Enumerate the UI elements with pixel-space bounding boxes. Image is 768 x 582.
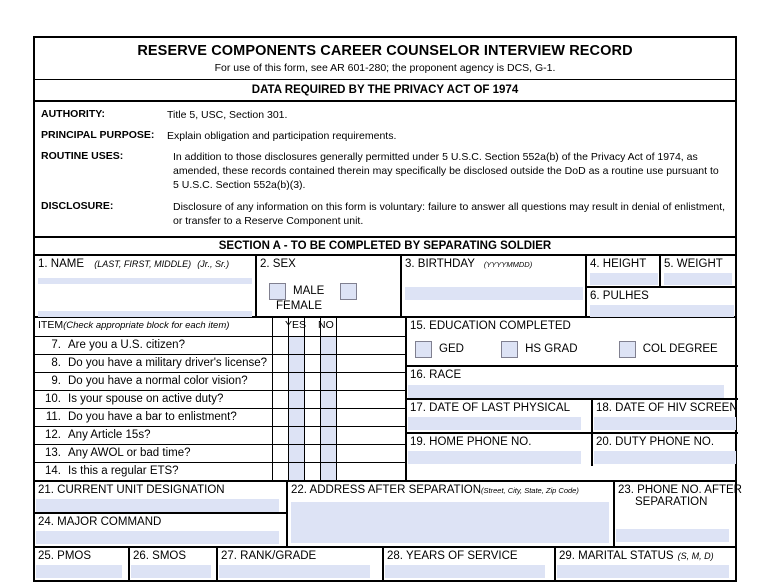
field-home-phone[interactable] [407,434,593,466]
sex-options [269,283,400,312]
field-current-unit[interactable] [35,482,288,514]
question-blank-cell-3 [337,373,407,390]
question-number: 14. [45,464,61,477]
field-home-phone-label: 19. HOME PHONE NO. [410,435,532,448]
question-blank-cell-2 [305,391,321,408]
field-address-after-separation-hint: (Street, City, State, Zip Code) [481,485,579,495]
field-birthday-value[interactable] [405,287,583,300]
question-number: 13. [45,446,61,459]
field-last-physical-value[interactable] [408,417,581,430]
field-rank-grade-label: 27. RANK/GRADE [221,549,317,562]
form-subtitle: For use of this form, see AR 601-280; the proponent agency is DCS, G-1. [214,61,556,74]
field-race[interactable] [407,367,738,400]
question-blank-cell-3 [337,463,407,480]
privacy-act-body [35,102,735,238]
question-text: Do you have a normal color vision? [68,374,248,387]
field-pulhes-value[interactable] [590,305,734,317]
question-blank-cell-1 [273,355,289,372]
field-name-hint-suffix: (Jr., Sr.) [197,258,230,269]
field-birthday-label: 3. BIRTHDAY [405,257,475,270]
dates-row [407,400,738,434]
field-major-command-label: 24. MAJOR COMMAND [38,515,162,528]
question-blank-cell-2 [305,427,321,444]
question-no-checkbox[interactable] [321,337,337,354]
question-rows [35,337,407,480]
field-race-label: 16. RACE [410,368,462,381]
question-row [35,355,407,373]
field-name-value[interactable] [38,278,252,284]
question-text: Any Article 15s? [68,428,151,441]
question-row [35,337,407,355]
no-col-header [318,318,337,336]
checkbox-male[interactable] [269,283,286,300]
question-text: Is this a regular ETS? [68,464,179,477]
privacy-label-routine-uses: ROUTINE USES: [41,150,124,163]
question-row [35,445,407,463]
field-smos-label: 26. SMOS [133,549,187,562]
question-text: Any AWOL or bad time? [68,446,191,459]
field-years-of-service-label: 28. YEARS OF SERVICE [387,549,518,562]
question-blank-cell-1 [273,445,289,462]
identity-row [35,256,735,318]
question-label-cell [35,337,273,354]
question-blank-cell-3 [337,355,407,372]
question-label-cell [35,409,273,426]
question-blank-cell-3 [337,337,407,354]
field-address-after-separation-value[interactable] [291,502,609,543]
question-number: 10. [45,392,61,405]
field-address-after-separation-label: 22. ADDRESS AFTER SEPARATION [291,483,482,496]
question-text: Are you a U.S. citizen? [68,338,185,351]
field-hiv-screen[interactable] [593,400,738,432]
yes-col-header [285,318,307,336]
field-education [407,318,738,367]
question-yes-checkbox[interactable] [289,373,305,390]
field-height[interactable] [587,256,661,286]
details-block [407,318,738,480]
question-text: Do you have a bar to enlistment? [68,410,237,423]
question-blank-cell-1 [273,427,289,444]
item-header-cell [35,318,273,336]
question-blank-cell-2 [305,355,321,372]
privacy-row-principal-purpose [35,129,735,143]
question-blank-cell-2 [305,445,321,462]
question-label-cell [35,355,273,372]
question-no-checkbox[interactable] [321,463,337,480]
privacy-row-routine-uses [35,150,735,193]
question-blank-cell-1 [273,373,289,390]
field-last-physical-label: 17. DATE OF LAST PHYSICAL [410,401,570,414]
yesno-spacer-col-3 [337,318,407,336]
question-blank-cell-1 [273,463,289,480]
field-pmos-label: 25. PMOS [38,549,92,562]
field-major-command-value[interactable] [36,531,279,544]
field-name-value-line2[interactable] [38,311,252,317]
question-blank-cell-2 [305,409,321,426]
privacy-text-disclosure: Disclosure of any information on this form is voluntary: failure to answer all questions may result in denial of enlistment, or transfer to a Reserve Component unit. [173,200,726,227]
privacy-act-bar: DATA REQUIRED BY THE PRIVACY ACT OF 1974 [35,80,735,102]
checkbox-col-degree-label: COL DEGREE [642,343,718,356]
field-sex [257,256,402,316]
item-header-label: ITEM [38,318,64,331]
question-number: 8. [51,356,61,369]
question-blank-cell-1 [273,337,289,354]
form-title-block [35,38,735,80]
question-row [35,391,407,409]
field-duty-phone-value[interactable] [594,451,736,464]
question-yes-checkbox[interactable] [289,445,305,462]
field-education-label: 15. EDUCATION COMPLETED [410,319,571,332]
question-yes-checkbox[interactable] [289,337,305,354]
field-phone-after-separation[interactable] [615,482,742,546]
field-duty-phone-label: 20. DUTY PHONE NO. [596,435,715,448]
question-no-checkbox[interactable] [321,409,337,426]
question-yes-checkbox[interactable] [289,463,305,480]
field-weight-value[interactable] [664,273,732,285]
privacy-label-principal-purpose: PRINCIPAL PURPOSE: [41,128,155,141]
education-options [415,341,718,358]
field-sex-label: 2. SEX [260,257,296,270]
section-a-header: SECTION A - TO BE COMPLETED BY SEPARATING SOLDIER [35,238,735,256]
unit-stack [35,482,288,546]
question-label-cell [35,427,273,444]
question-no-checkbox[interactable] [321,445,337,462]
checkbox-male-label: MALE [293,285,325,298]
question-row [35,463,407,480]
question-label-cell [35,445,273,462]
field-years-of-service-value[interactable] [385,565,545,578]
field-phone-after-separation-value[interactable] [616,529,729,542]
field-height-label: 4. HEIGHT [590,257,647,270]
question-label-cell [35,391,273,408]
field-weight[interactable] [661,256,735,286]
checkbox-hs-grad[interactable] [501,341,518,358]
question-blank-cell-3 [337,427,407,444]
field-smos-value[interactable] [131,565,211,578]
privacy-text-authority: Title 5, USC, Section 301. [167,108,288,121]
question-blank-cell-2 [305,337,321,354]
question-row [35,409,407,427]
question-row [35,427,407,445]
question-number: 9. [51,374,61,387]
question-no-checkbox[interactable] [321,427,337,444]
privacy-text-principal-purpose: Explain obligation and participation requirements. [167,129,397,142]
question-row [35,373,407,391]
question-number: 12. [45,428,61,441]
question-label-cell [35,373,273,390]
field-phone-after-separation-label-2: SEPARATION [635,495,708,508]
checkbox-ged[interactable] [415,341,432,358]
field-marital-status-hint: (S, M, D) [677,550,714,561]
field-marital-status-value[interactable] [557,565,729,578]
field-name-label: 1. NAME [38,257,85,270]
question-blank-cell-3 [337,391,407,408]
field-marital-status-label: 29. MARITAL STATUS [559,549,674,562]
privacy-row-authority [35,108,735,122]
checkbox-female[interactable] [340,283,357,300]
privacy-row-disclosure [35,200,735,228]
field-address-after-separation[interactable] [288,482,615,546]
field-birthday-hint: (YYYYMMDD) [483,259,533,269]
field-home-phone-value[interactable] [408,451,581,464]
item-header-hint: (Check appropriate block for each item) [63,319,230,331]
measurements-stack [587,256,735,316]
question-number: 7. [51,338,61,351]
question-no-checkbox[interactable] [321,391,337,408]
field-name-hint: (LAST, FIRST, MIDDLE) [94,258,192,269]
yes-label: YES [285,318,307,331]
field-rank-grade-value[interactable] [219,565,370,578]
field-race-value[interactable] [408,385,724,398]
questions-header-row [35,318,407,337]
question-blank-cell-3 [337,445,407,462]
unit-address-row [35,482,742,548]
question-blank-cell-3 [337,409,407,426]
questions-and-details-row [35,318,738,482]
field-duty-phone[interactable] [593,434,738,466]
field-current-unit-label: 21. CURRENT UNIT DESIGNATION [38,483,225,496]
question-blank-cell-1 [273,409,289,426]
field-height-value[interactable] [590,273,658,285]
field-current-unit-value[interactable] [36,499,279,512]
checkbox-col-degree[interactable] [619,341,636,358]
question-label-cell [35,463,273,480]
field-pmos-value[interactable] [36,565,122,578]
question-yes-checkbox[interactable] [289,355,305,372]
questions-block [35,318,407,480]
question-no-checkbox[interactable] [321,373,337,390]
field-name[interactable] [35,256,257,316]
field-last-physical[interactable] [407,400,593,432]
field-weight-label: 5. WEIGHT [664,257,723,270]
privacy-label-disclosure: DISCLOSURE: [41,199,114,212]
no-label: NO [318,318,334,331]
question-text: Do you have a military driver's license? [68,356,268,369]
question-blank-cell-1 [273,391,289,408]
form-title: RESERVE COMPONENTS CAREER COUNSELOR INTERVIEW RECORD [137,43,633,59]
question-blank-cell-2 [305,373,321,390]
field-birthday[interactable] [402,256,587,316]
question-yes-checkbox[interactable] [289,409,305,426]
checkbox-female-label: FEMALE [276,299,323,312]
checkbox-ged-label: GED [439,343,464,356]
phones-row [407,434,738,466]
measurements-row [587,256,735,288]
field-hiv-screen-value[interactable] [594,417,736,430]
checkbox-hs-grad-label: HS GRAD [525,343,578,356]
field-major-command[interactable] [35,514,288,546]
interview-record-form [33,36,742,582]
question-text: Is your spouse on active duty? [68,392,224,405]
field-pulhes-label: 6. PULHES [590,289,649,302]
field-phone-after-separation-label-1: 23. PHONE NO. AFTER [618,483,742,496]
field-pulhes[interactable] [587,288,735,316]
privacy-label-authority: AUTHORITY: [41,107,105,120]
question-no-checkbox[interactable] [321,355,337,372]
question-blank-cell-2 [305,463,321,480]
field-hiv-screen-label: 18. DATE OF HIV SCREEN [596,401,738,414]
question-yes-checkbox[interactable] [289,427,305,444]
question-number: 11. [45,410,61,423]
privacy-text-routine-uses: In addition to those disclosures generally permitted under 5 U.S.C. Section 552a(b) of the Privacy Act of 1974, as amended, these records contained therein may specifically be disclosed outside the DoD as a routine use pursuant to 5 U.S.C. Section 552a(b)(3). [173,151,719,192]
question-yes-checkbox[interactable] [289,391,305,408]
